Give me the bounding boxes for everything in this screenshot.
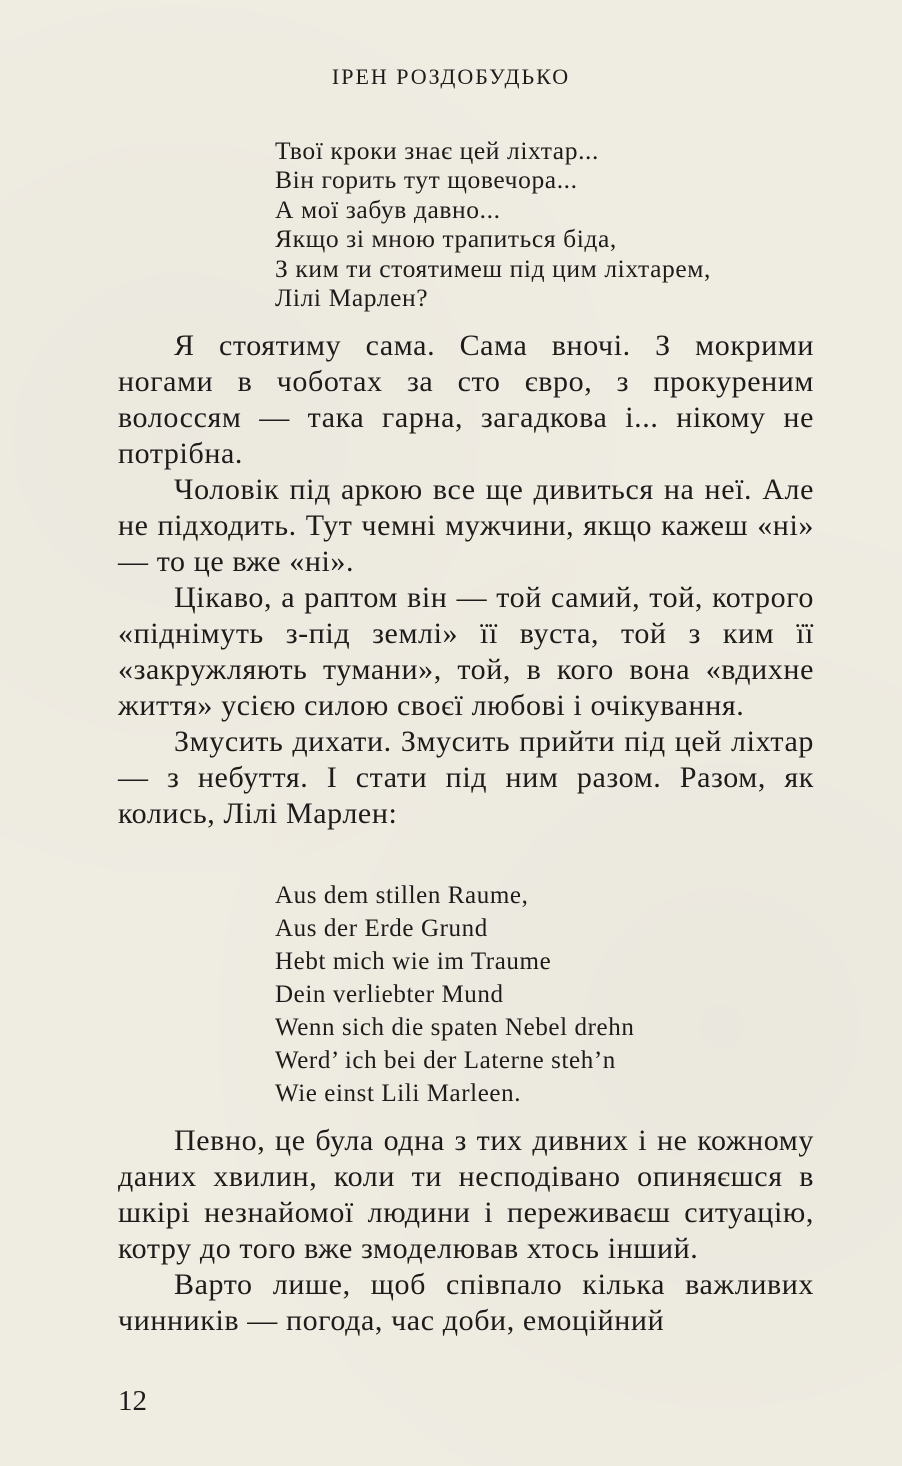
verse-line: З ким ти стоятимеш під цим ліхтарем, — [275, 253, 711, 283]
running-head-author: ІРЕН РОЗДОБУДЬКО — [331, 64, 571, 89]
paragraph: Чоловік під аркою все ще дивиться на неї. Але не підходить. Тут чемні мужчини, якщо кажеш «ні» — то це вже «ні». — [118, 473, 814, 578]
verse-line: Aus dem stillen Raume, — [275, 882, 529, 909]
verse-line: Якщо зі мною трапиться біда, — [275, 224, 617, 254]
verse-line: Лілі Марлен? — [275, 283, 429, 313]
paragraph: Я стоятиму сама. Сама вночі. З мокрими ногами в чоботах за сто євро, з прокуреним волоссям — така гарна, загадкова і... нікому не потрібна. — [118, 329, 814, 470]
verse-line: Wie einst Lili Marleen. — [275, 1080, 522, 1107]
verse-line: Dein verliebter Mund — [275, 981, 504, 1008]
paragraph: Певно, це була одна з тих дивних і не кожному даних хвилин, коли ти несподівано опиняєшся в шкірі незнайомої людини і переживаєш ситуацію, котру до того вже змоделював хтось інший. — [118, 1124, 814, 1265]
verse-line: Hebt mich wie im Traume — [275, 948, 552, 975]
paragraph: Варто лише, щоб співпало кілька важливих чинників — погода, час доби, емоційний — [118, 1268, 814, 1337]
verse-line: Твої кроки знає цей ліхтар... — [275, 136, 599, 165]
verse-ukrainian — [275, 136, 711, 312]
page-number: 12 — [118, 1385, 147, 1417]
verse-line: А мої забув давно... — [275, 194, 501, 224]
verse-line: Wenn sich die spaten Nebel drehn — [275, 1014, 635, 1041]
paragraph: Цікаво, а раптом він — той самий, той, котрого «піднімуть з-під землі» її вуста, той з ким її «закружляють тумани», той, в кого вона «вдихне життя» усією силою своєї любові і очікування. — [118, 581, 814, 722]
prose-block-after-german — [118, 1123, 814, 1339]
verse-line: Він горить тут щовечора... — [275, 165, 578, 195]
paragraph: Змусить дихати. Змусить прийти під цей ліхтар — з небуття. І стати під ним разом. Разом, як колись, Лілі Марлен: — [118, 725, 814, 830]
verse-german — [275, 879, 634, 1110]
prose-block-before-german — [118, 328, 814, 832]
verse-line: Aus der Erde Grund — [275, 915, 488, 942]
verse-line: Werd’ ich bei der Laterne steh’n — [275, 1047, 616, 1074]
